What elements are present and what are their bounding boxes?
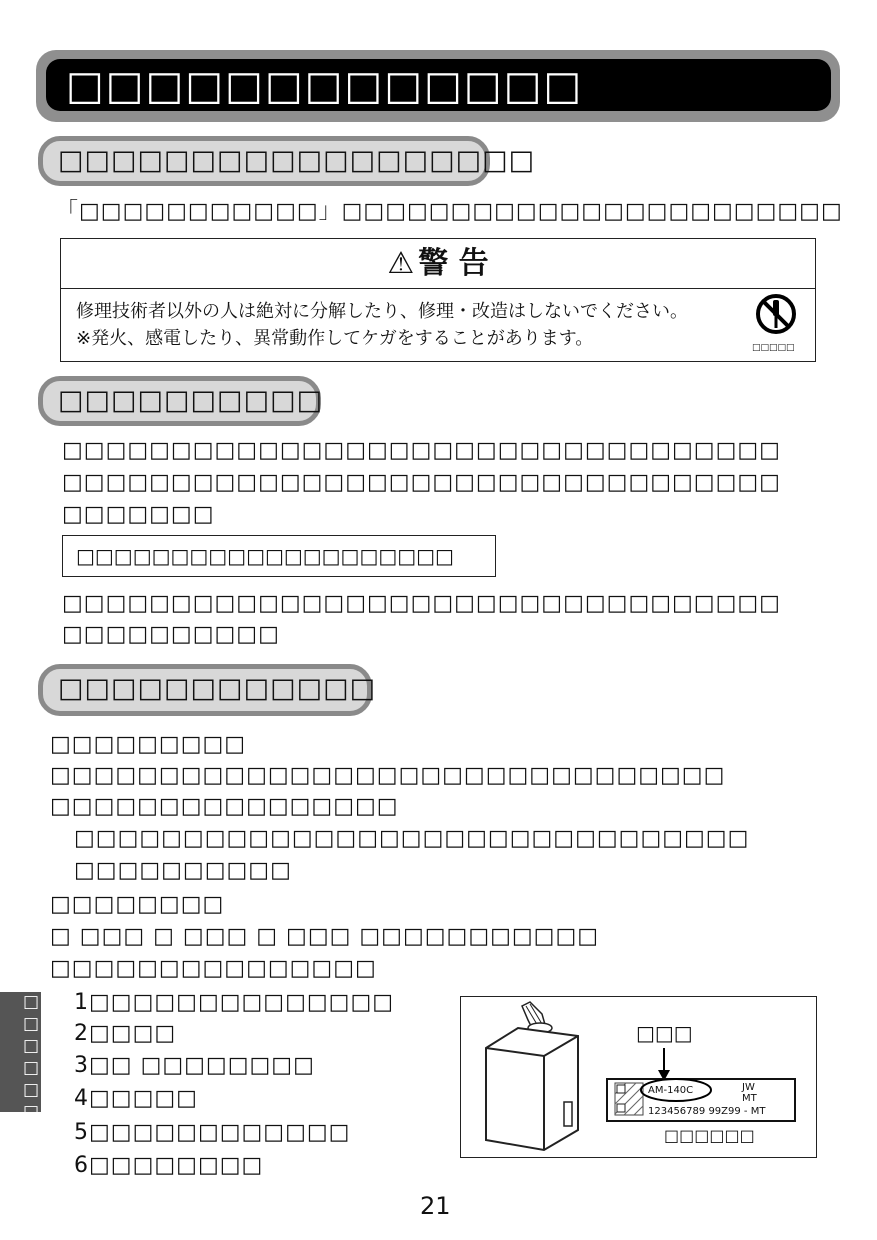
plate-code-top: JW (742, 1082, 755, 1093)
list-item-text: □□□□□□□ (110, 1153, 264, 1178)
serial-number: 123456789 99Z99 - MT (648, 1106, 766, 1117)
no-disassembly-icon (752, 292, 800, 340)
list-item-number: 3 (74, 1053, 89, 1078)
list-item-text: □ □□□□□□□□ (110, 1053, 315, 1078)
page-number: 21 (420, 1192, 451, 1220)
list-item-text: □□□□□□□□□□□ (110, 1120, 351, 1145)
section3-line-1: □□□□□□□□□ (50, 732, 247, 757)
plate-code-mid: MT (742, 1093, 757, 1104)
section2-para1-line1: □□□□□□□□□□□□□□□□□□□□□□□□□□□□□□□□□ (62, 438, 781, 463)
section2-para1-line2: □□□□□□□□□□□□□□□□□□□□□□□□□□□□□□□□□ (62, 470, 781, 495)
section3-line-5: □□□□□□□□□□ (74, 858, 292, 883)
section3-line-7: □ □□□ □ □□□ □ □□□ □□□□□□□□□□□ (50, 924, 600, 949)
boxed-note: □□□□□□□□□□□□□□□□□□□□ (76, 544, 454, 568)
section2-heading: □□□□□□□□□□ (58, 385, 324, 416)
list-item-number: 4 (74, 1086, 89, 1111)
icon-caption: □□□□□ (752, 343, 795, 353)
list-item: 4□□□□□ (74, 1086, 198, 1111)
section3-line-8: □□□□□□□□□□□□□□□ (50, 956, 377, 981)
list-item-number: 1 (74, 990, 89, 1015)
list-item-number: 5 (74, 1120, 89, 1145)
list-item-text: □□□ (110, 1021, 177, 1046)
model-number: AM-140C (648, 1085, 694, 1096)
section3-line-6: □□□□□□□□ (50, 892, 225, 917)
side-tab: □□□□□□ (0, 992, 41, 1112)
warning-line-1: 修理技術者以外の人は絶対に分解したり、修理・改造はしないでください。 (76, 301, 688, 322)
unit-illustration (478, 998, 608, 1154)
warning-title-text: 警 告 (418, 246, 489, 281)
section2-para1-line3: □□□□□□□ (62, 502, 215, 527)
section2-para2-line1: □□□□□□□□□□□□□□□□□□□□□□□□□□□□□□□□□ (62, 591, 781, 616)
list-item-number: 6 (74, 1153, 89, 1178)
section3-line-2: □□□□□□□□□□□□□□□□□□□□□□□□□□□□□□□ (50, 763, 726, 788)
section2-para2-line2: □□□□□□□□□□ (62, 622, 280, 647)
section3-heading: □□□□□□□□□□□□ (58, 673, 377, 704)
list-item: 1□□□□□□□□□□□□□□ (74, 990, 395, 1015)
list-item: 3□□ □□□□□□□□ (74, 1053, 315, 1078)
list-item-number: 2 (74, 1021, 89, 1046)
list-item-text: □□□□□□□□□□□□□ (110, 990, 395, 1015)
section1-heading: □□□□□□□□□□□□□□□□□□ (58, 145, 536, 176)
warning-triangle-icon: ⚠ (387, 246, 415, 281)
figure-caption: □□□□□□ (664, 1126, 755, 1145)
list-item: 5□□□□□□□□□□□□ (74, 1120, 351, 1145)
section3-line-4: □□□□□□□□□□□□□□□□□□□□□□□□□□□□□□□ (74, 826, 750, 851)
warning-divider (60, 288, 816, 289)
list-item: 6□□□□□□□□ (74, 1153, 264, 1178)
warning-line-2: ※発火、感電したり、異常動作してケガをすることがあります。 (76, 328, 594, 349)
arrow-down-icon (656, 1048, 672, 1082)
section3-line-3: □□□□□□□□□□□□□□□□ (50, 794, 399, 819)
figure-callout: □□□ (636, 1021, 693, 1045)
page-title: □□□□□□□□□□□□□ (66, 63, 584, 109)
list-item-text: □□□□ (110, 1086, 198, 1111)
list-item: 2□□□□ (74, 1021, 177, 1046)
warning-title (60, 243, 816, 285)
section1-intro: 「□□□□□□□□□□□」□□□□□□□□□□□□□□□□□□□□□□□ (56, 199, 843, 224)
